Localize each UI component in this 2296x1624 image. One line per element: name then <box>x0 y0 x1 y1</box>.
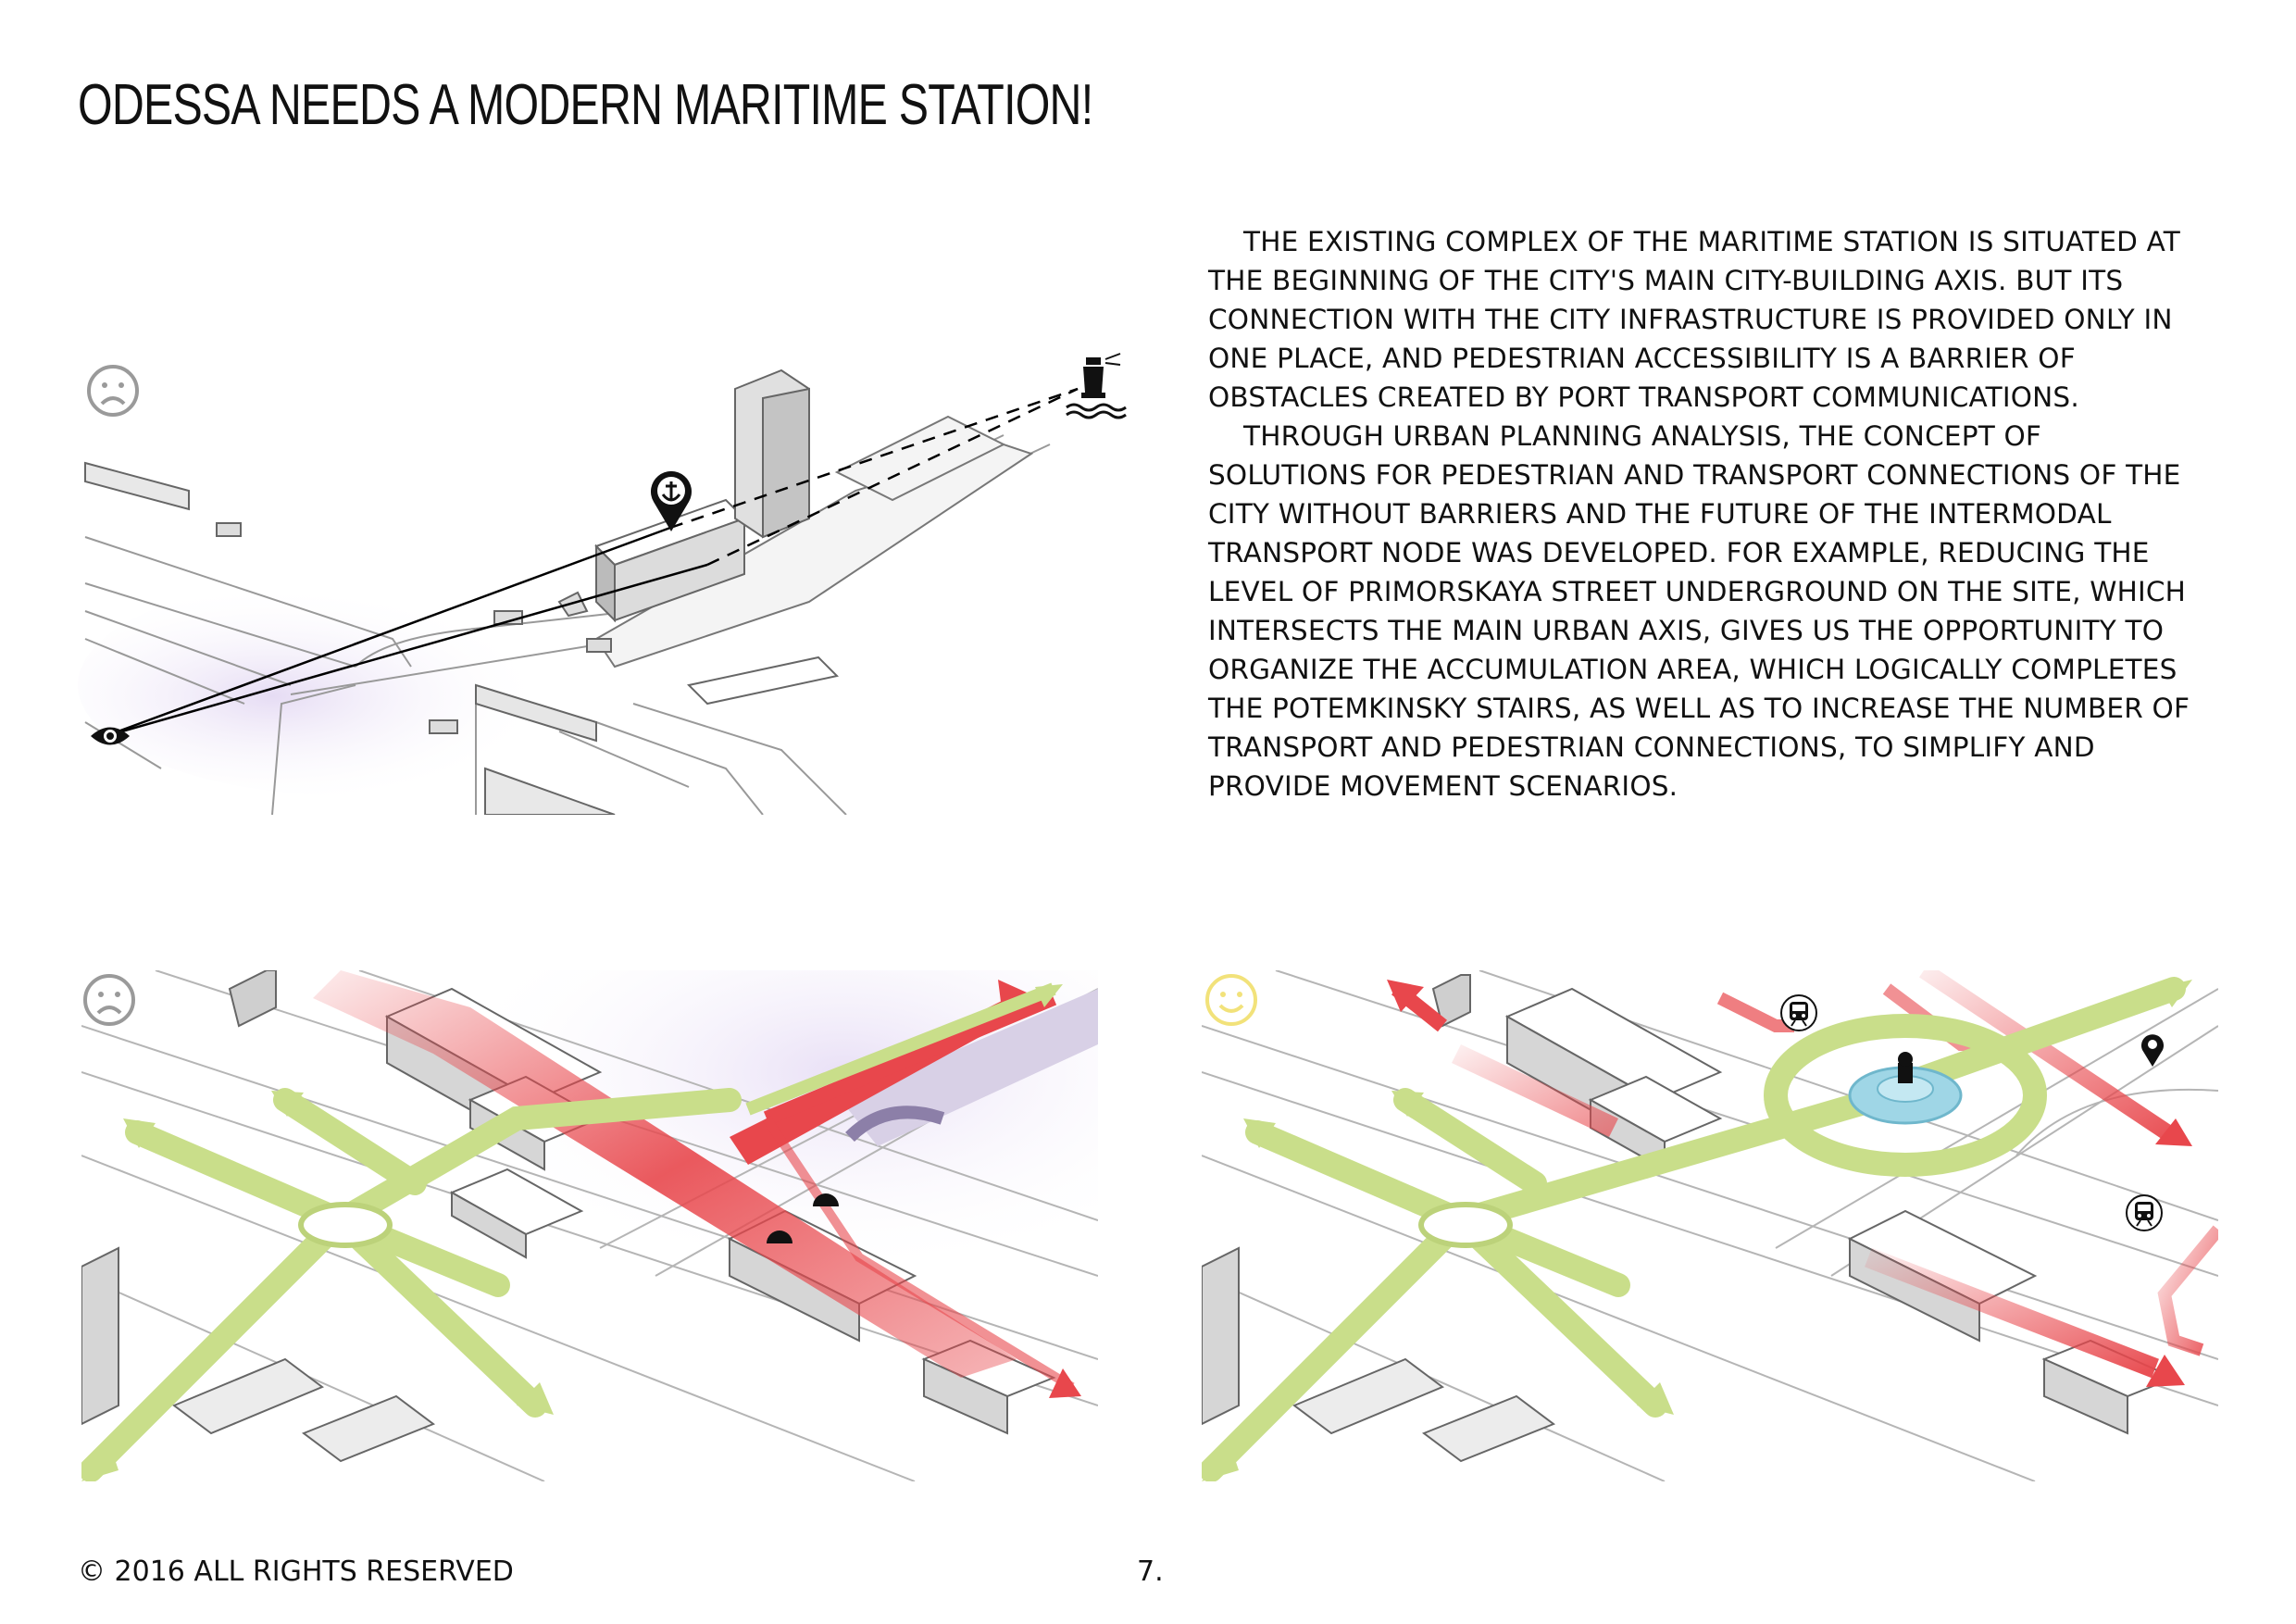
happy-face-icon <box>1204 972 1259 1028</box>
description-paragraph-1: THE EXISTING COMPLEX OF THE MARITIME STATION IS SITUATED AT THE BEGINNING OF THE CITY'S MAIN CITY-BUILDING AXIS. BUT ITS CONNECTION WITH THE CITY INFRASTRUCTURE IS PROVIDED ONLY IN ONE PLACE, AND PEDESTRIAN ACCESSIBILITY IS A BARRIER OF OBSTACLES CREATED BY PORT TRANSPORT COMMUNICATIONS. <box>1208 226 2180 413</box>
copyright-text: © 2016 ALL RIGHTS RESERVED <box>78 1555 514 1588</box>
anchor-pin-icon <box>648 468 694 533</box>
sad-face-icon <box>85 363 141 418</box>
lighthouse-icon <box>1063 348 1128 422</box>
sad-face-icon <box>81 972 137 1028</box>
eye-icon <box>89 722 131 750</box>
page-number: 7. <box>1137 1555 1164 1588</box>
train-icon <box>1780 994 1817 1031</box>
train-icon <box>2126 1194 2163 1231</box>
description-text <box>1208 222 2208 806</box>
existing-movement-diagram <box>81 970 1098 1481</box>
description-paragraph-2: THROUGH URBAN PLANNING ANALYSIS, THE CONCEPT OF SOLUTIONS FOR PEDESTRIAN AND TRANSPORT CONNECTIONS OF THE CITY WITHOUT BARRIERS AND THE FUTURE OF THE INTERMODAL TRANSPORT NODE WAS DEVELOPED. FOR EXAMPLE, REDUCING THE LEVEL OF PRIMORSKAYA STREET UNDERGROUND ON THE SITE, WHICH INTERSECTS THE MAIN URBAN AXIS, GIVES US THE OPPORTUNITY TO ORGANIZE THE ACCUMULATION AREA, WHICH LOGICALLY COMPLETES THE POTEMKINSKY STAIRS, AS WELL AS TO INCREASE THE NUMBER OF TRANSPORT AND PEDESTRIAN CONNECTIONS, TO SIMPLIFY AND PROVIDE MOVEMENT SCENARIOS. <box>1208 420 2190 802</box>
page-title: ODESSA NEEDS A MODERN MARITIME STATION! <box>78 73 1093 137</box>
location-pin-icon <box>2139 1031 2166 1068</box>
proposed-movement-diagram <box>1202 970 2218 1481</box>
existing-complex-illustration <box>78 333 1142 815</box>
